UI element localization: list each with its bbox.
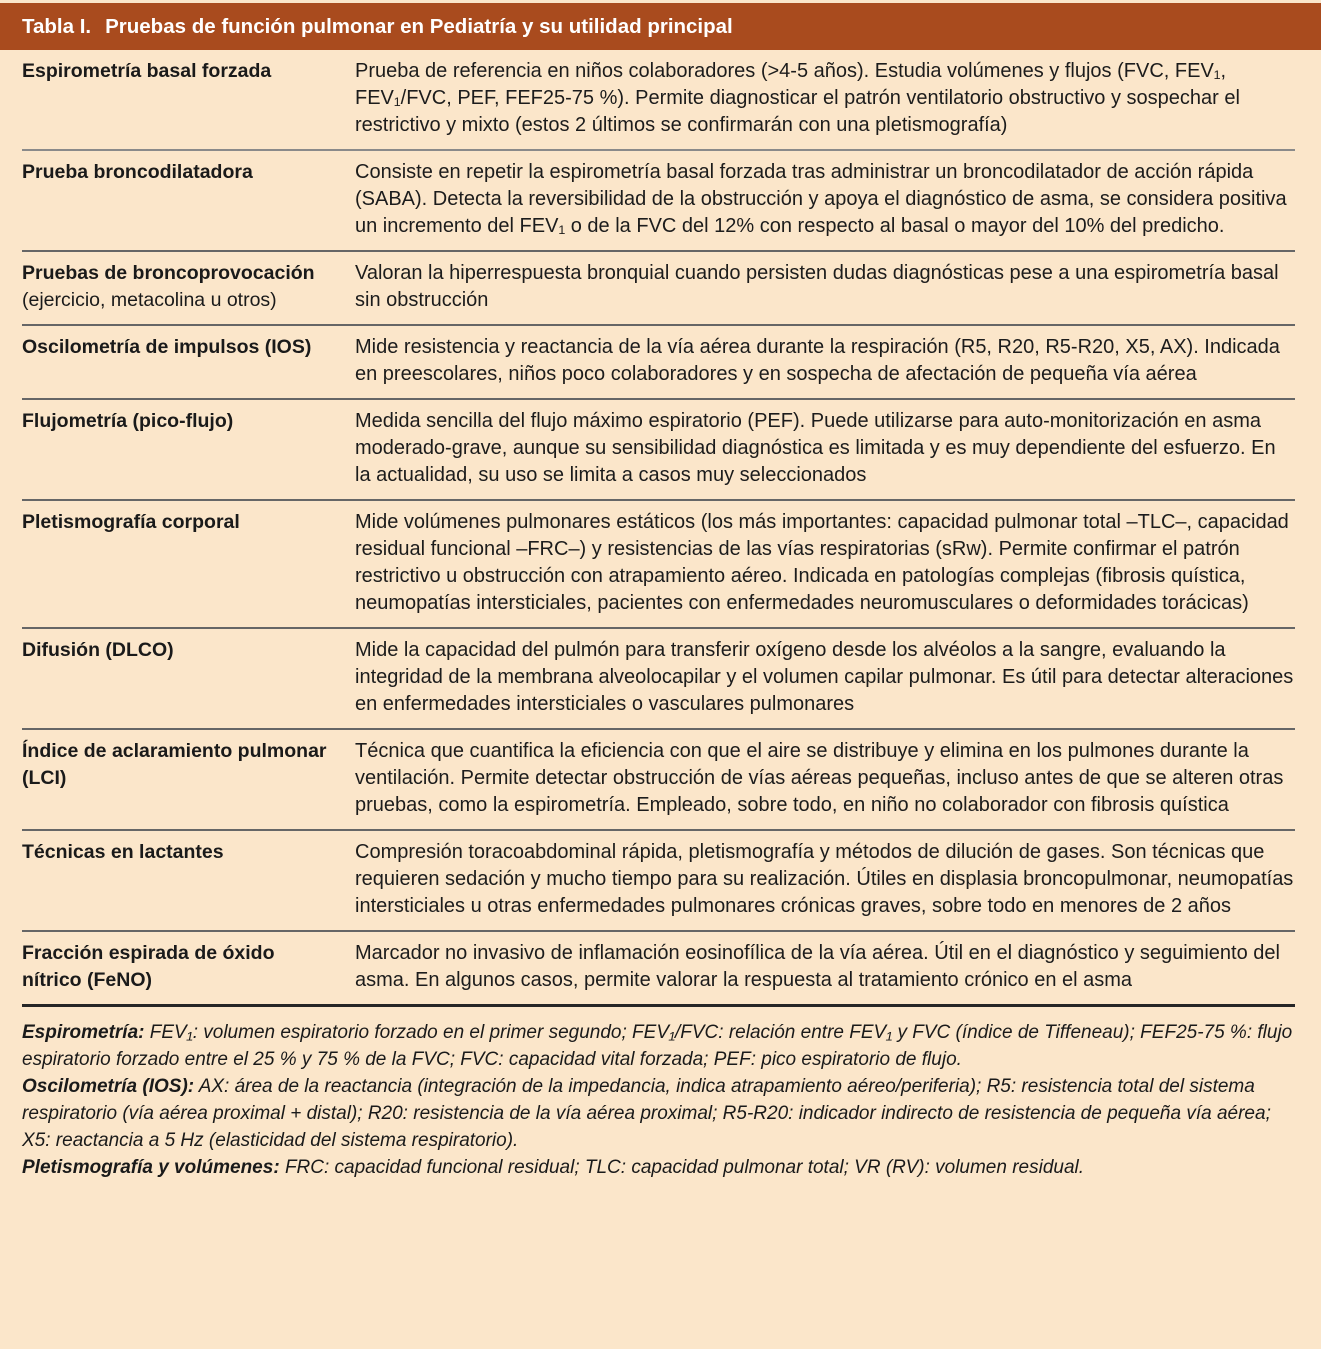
table-row xyxy=(22,151,1295,252)
row-term: Difusión (DLCO) xyxy=(22,639,174,661)
table-footnotes xyxy=(20,1007,1297,1197)
row-term xyxy=(22,260,332,314)
row-description: Técnica que cuantifica la eficiencia con que el aire se distribuye y elimina en los pulmones durante la ventilación. Permite detectar obstrucción de vías aéreas pequeñas, incluso antes de que se alteren otras pruebas, como la espirometría. Empleado, sobre todo, en niño no colaborador con fibrosis quística xyxy=(355,740,1284,816)
row-description: Medida sencilla del flujo máximo espiratorio (PEF). Puede utilizarse para auto-monitorización en asma moderado-grave, aunque su sensibilidad diagnóstica es limitada y es muy dependiente del esfuerzo. En la actualidad, su uso se limita a casos muy seleccionados xyxy=(355,410,1276,486)
row-term: Fracción espirada de óxido nítrico (FeNO) xyxy=(22,942,275,991)
table-row xyxy=(22,932,1295,1007)
footnote-label: Espirometría: xyxy=(22,1022,145,1043)
row-description: Mide la capacidad del pulmón para transferir oxígeno desde los alvéolos a la sangre, evaluando la integridad de la membrana alveolocapilar y el volumen capilar pulmonar. Es útil para detectar alteraciones en enfermedades intersticiales o vasculares pulmonares xyxy=(355,639,1294,715)
table-row xyxy=(22,326,1295,400)
row-description: Mide resistencia y reactancia de la vía aérea durante la respiración (R5, R20, R5-R20, X5, AX). Indicada en preescolares, niños poco colaboradores y en sospecha de afectación de pequeña vía aérea xyxy=(355,336,1280,385)
footnote-oscilometria xyxy=(22,1073,1295,1154)
table-row xyxy=(22,730,1295,831)
footnote-espirometria xyxy=(22,1019,1295,1073)
row-term-text: Pruebas de broncoprovocación xyxy=(22,262,315,284)
row-term: Índice de aclaramiento pulmonar (LCI) xyxy=(22,740,327,789)
table-row xyxy=(22,629,1295,730)
row-description: Mide volúmenes pulmonares estáticos (los más importantes: capacidad pulmonar total –TLC–, capacidad residual funcional –FRC–) y resistencias de las vías respiratorias (sRw). Permite confirmar el patrón restrictivo u obstrucción con atrapamiento aéreo. Indicada en patologías complejas (fibrosis quística, neumopatías intersticiales, pacientes con enfermedades neuromusculares o deformidades torácicas) xyxy=(355,511,1289,614)
row-description: Consiste en repetir la espirometría basal forzada tras administrar un broncodilatador de acción rápida (SABA). Detecta la reversibilidad de la obstrucción y apoya el diagnóstico de asma, se considera positiva un incremento del FEV₁ o de la FVC del 12% con respecto al basal o mayor del 10% del predicho. xyxy=(355,161,1287,237)
row-description: Valoran la hiperrespuesta bronquial cuando persisten dudas diagnósticas pese a una espirometría basal sin obstrucción xyxy=(355,262,1279,311)
row-description: Prueba de referencia en niños colaboradores (>4-5 años). Estudia volúmenes y flujos (FVC, FEV₁, FEV₁/FVC, PEF, FEF25-75 %). Permite diagnosticar el patrón ventilatorio obstructivo y sospechar el restrictivo y mixto (estos 2 últimos se confirmarán con una pletismografía) xyxy=(355,60,1240,136)
row-term: Técnicas en lactantes xyxy=(22,841,224,863)
row-description: Marcador no invasivo de inflamación eosinofílica de la vía aérea. Útil en el diagnóstico y seguimiento del asma. En algunos casos, permite valorar la respuesta al tratamiento crónico en el asma xyxy=(355,942,1280,991)
footnote-text: FEV₁: volumen espiratorio forzado en el primer segundo; FEV₁/FVC: relación entre FEV₁ y FVC (índice de Tiffeneau); FEF25-75 %: flujo espiratorio forzado entre el 25 % y 75 % de la FVC; FVC: capacidad vital forzada; PEF: pico espiratorio de flujo. xyxy=(22,1022,1293,1070)
footnote-text: FRC: capacidad funcional residual; TLC: capacidad pulmonar total; VR (RV): volumen residual. xyxy=(284,1157,1085,1178)
row-term-note: (ejercicio, metacolina u otros) xyxy=(22,289,277,311)
table-title: Pruebas de función pulmonar en Pediatría y su utilidad principal xyxy=(105,14,733,38)
table-row xyxy=(22,831,1295,932)
row-term: Flujometría (pico-flujo) xyxy=(22,410,234,432)
footnote-text: AX: área de la reactancia (integración de la impedancia, indica atrapamiento aéreo/periferia); R5: resistencia total del sistema respiratorio (vía aérea proximal + distal); R20: resistencia de la vía aérea proximal; R5-R20: indicador indirecto de resistencia de pequeña vía aérea; X5: reactancia a 5 Hz (elasticidad del sistema respiratorio). xyxy=(22,1076,1271,1151)
table-row xyxy=(22,501,1295,629)
table-row xyxy=(22,400,1295,501)
table-body xyxy=(0,50,1321,1007)
row-term: Prueba broncodilatadora xyxy=(22,161,253,183)
table-row xyxy=(22,252,1295,326)
table-row xyxy=(22,50,1295,151)
row-term: Oscilometría de impulsos (IOS) xyxy=(22,336,312,358)
table-number-label: Tabla I. xyxy=(22,14,92,38)
row-term: Espirometría basal forzada xyxy=(22,60,272,82)
table-title-bar xyxy=(0,3,1321,50)
footnote-label: Pletismografía y volúmenes: xyxy=(22,1157,280,1178)
row-description: Compresión toracoabdominal rápida, pletismografía y métodos de dilución de gases. Son técnicas que requieren sedación y mucho tiempo para su realización. Útiles en displasia broncopulmonar, neumopatías intersticiales u otras enfermedades pulmonares crónicas graves, sobre todo en menores de 2 años xyxy=(355,841,1294,917)
footnote-label: Oscilometría (IOS): xyxy=(22,1076,195,1097)
footnote-pletismografia xyxy=(22,1154,1295,1181)
row-term: Pletismografía corporal xyxy=(22,511,240,533)
